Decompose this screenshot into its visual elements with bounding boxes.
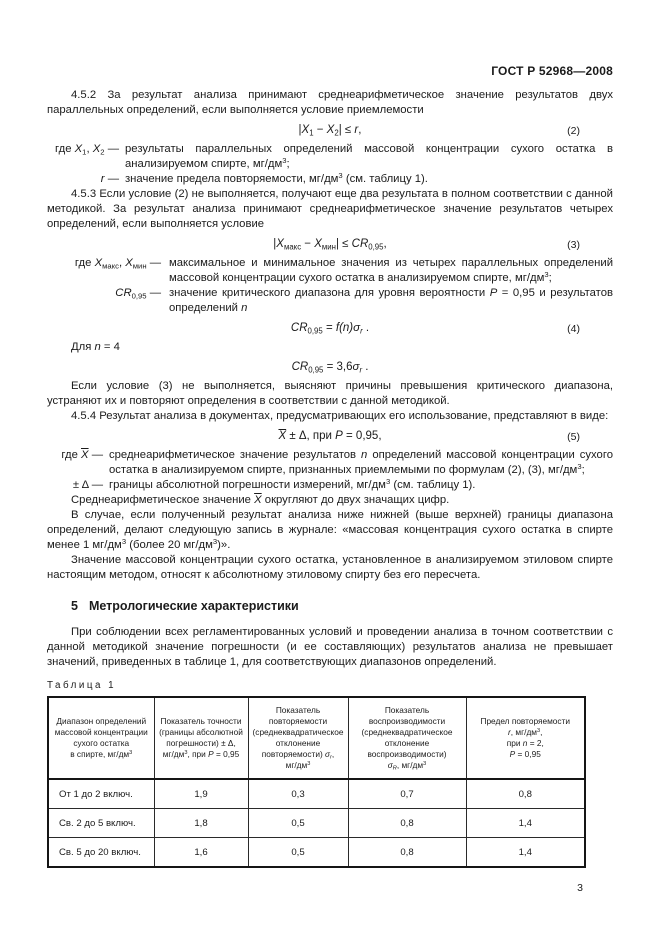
metrology-table [47,696,586,868]
formula-4-body: $CR_{0,95} = f(n)\sigma_r$ . [290,322,370,336]
where-def: границы абсолютной погрешности измерений, $мг/дм^3$ (см. таблицу 1). [109,477,476,491]
document-content [47,0,613,894]
table-header-cell-repeatability-limit: Предел повторяемости r, $мг/дм^3$, при n = 2, P = 0,95 [466,697,585,779]
paragraph-condition-3: Если условие (3) не выполняется, выясняют причины превышения критического диапазона, устраняют их и повторяют определения в соответствии с данной методикой. [47,380,613,407]
where-term: где $X_1$, $X_2$ — [54,143,119,157]
table-cell: 1,9 [154,779,248,809]
where-def: максимальное и минимальное значения из четырех параллельных определений массовой концентрации сухого остатка в анализируемом спирте, $мг/дм^3$; [169,257,613,284]
table-cell: 0,8 [466,779,585,809]
where-list-452 [47,142,613,187]
table-cell: Св. 2 до 5 включ. [48,809,154,838]
formula-3-body: $|X_{макс} - X_{мин}| \le CR_{0,95}$, [273,238,387,252]
section-5-number: 5 [71,599,78,613]
formula-3-number: (3) [567,239,580,251]
formula-2-number: (2) [567,125,580,137]
where-term: где $X_{макс}$, $X_{мин}$ — [74,257,161,271]
formula-5-number: (5) [567,431,580,443]
where-list-454 [47,448,613,493]
formula-4b-body: $CR_{0,95} = 3,6\sigma_r$ . [291,361,369,375]
formula-4b [47,359,613,375]
table-cell: 0,8 [348,809,466,838]
paragraph-absolute-alcohol: Значение массовой концентрации сухого остатка, установленное в анализируемом этиловом спирте настоящим методом, относят к абсолютному этиловому спирту без его пересчета. [47,554,613,581]
paragraph-out-of-range: В случае, если полученный результат анализа ниже нижней (выше верхней) границы диапазона определений, делают следующую запись в журнале: «массовая концентрация сухого остатка в спирте менее 1 $мг/дм^3$ (более 20 $мг/дм^3$)». [47,509,613,551]
table-cell: 1,4 [466,838,585,868]
formula-4-number: (4) [567,323,580,335]
where-term: ± Δ — [72,479,103,491]
formula-5 [47,428,613,444]
table-cell: 0,3 [248,779,348,809]
table-header-cell-repeatability-sd: Показатель повторяемости (среднеквадратическое отклонение повторяемости) $\sigma_r$, $мг/дм^3$ [248,697,348,779]
paragraph-4-5-3: 4.5.3 Если условие (2) не выполняется, получают еще два результата в полном соответствии с данной методикой. За результат анализа принимают среднеарифметическое значение результатов четырех определений, если выполняется условие [47,188,613,230]
paragraph-section-5: При соблюдении всех регламентированных условий и проведении анализа в точном соответствии с данной методикой значение погрешности (и ее составляющих) результатов анализа не превышает значений, приведенных в таблице 1, для соответствующих диапазонов определений. [47,626,613,668]
formula-2 [47,122,613,138]
table-row [48,809,585,838]
table-body [48,779,585,867]
table-cell: 1,6 [154,838,248,868]
table-cell: От 1 до 2 включ. [48,779,154,809]
where-def: результаты параллельных определений массовой концентрации сухого остатка в анализируемом спирте, $мг/дм^3$; [125,143,613,170]
where-list-453 [47,256,613,316]
where-def: значение предела повторяемости, $мг/дм^3$ (см. таблицу 1). [125,171,428,185]
line-for-n: Для n = 4 [71,341,120,353]
page-number: 3 [577,882,583,894]
table-row [48,779,585,809]
formula-5-body: $\overline{X} \pm \Delta$, при P = 0,95, [278,430,382,442]
table-header-cell-reproducibility-sd: Показатель воспроизводимости (среднеквадратическое отклонение воспроизводимости) $\sigma_R$, $мг/дм^3$ [348,697,466,779]
table-cell: 0,8 [348,838,466,868]
table-cell: Св. 5 до 20 включ. [48,838,154,868]
where-def: значение критического диапазона для уровня вероятности P = 0,95 и результатов определений n [169,287,614,314]
where-term: где $\overline{X}$ — [61,449,103,461]
table-cell: 1,4 [466,809,585,838]
formula-3 [47,236,613,252]
where-term: r — [100,173,119,185]
table-cell: 0,5 [248,838,348,868]
where-def: среднеарифметическое значение результатов n определений массовой концентрации сухого остатка в анализируемом спирте, признанных приемлемыми по формулам (2), (3), $мг/дм^3$; [109,449,613,476]
paragraph-4-5-2: 4.5.2 За результат анализа принимают среднеарифметическое значение результатов двух параллельных определений, если выполняется условие приемлемости [47,89,613,116]
paragraph-rounding: Среднеарифметическое значение $\overline{X}$ округляют до двух значащих цифр. [71,494,450,506]
doc-header: ГОСТ Р 52968—2008 [491,64,613,78]
section-5-heading [47,599,613,613]
table-label: Таблица 1 [47,680,117,691]
table-cell: 0,7 [348,779,466,809]
paragraph-4-5-4: 4.5.4 Результат анализа в документах, предусматривающих его использование, представляют в виде: [71,410,609,422]
table-cell: 1,8 [154,809,248,838]
table-header-cell-range: Диапазон определений массовой концентрации сухого остатка в спирте, $мг/дм^3$ [48,697,154,779]
where-term: $CR_{0,95}$ — [115,287,161,301]
table-header [48,697,585,779]
table-row [48,838,585,868]
table-header-cell-accuracy: Показатель точности (границы абсолютной погрешности) ± Δ, $мг/дм^3$, при P = 0,95 [154,697,248,779]
section-5-title: Метрологические характеристики [88,599,299,613]
formula-2-body: $|X_1 - X_2| \le r$, [298,124,362,138]
table-cell: 0,5 [248,809,348,838]
formula-4 [47,320,613,336]
